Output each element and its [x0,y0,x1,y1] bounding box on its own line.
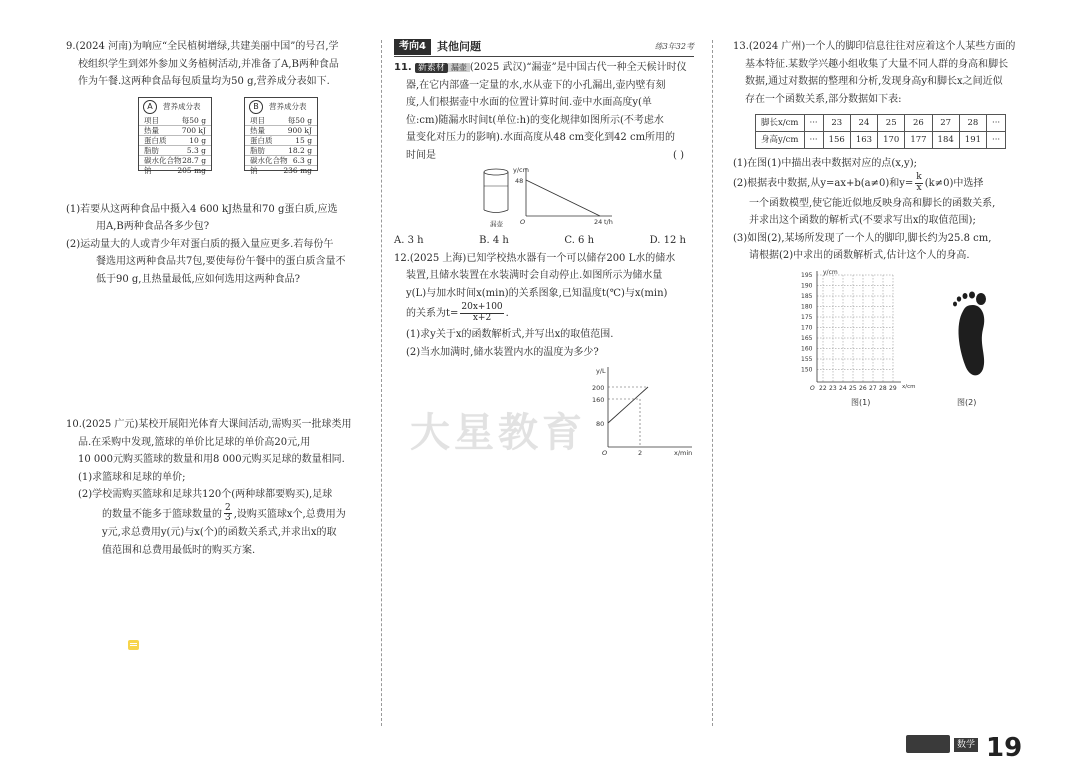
y-tick: 160 [592,396,605,405]
origin-label: O [520,218,526,227]
x-tick: 23 [829,384,837,392]
table-a-cell: 700 kJ [181,125,206,135]
table-a-cell: 205 mg [177,165,206,175]
y-tick: 175 [801,313,813,321]
y-tick-labels [801,272,813,374]
grid [817,275,893,382]
q13-line: 基本特征.某数学兴趣小组收集了大量不同人群的身高和脚长 [745,58,1009,70]
q12-text: . [505,308,509,320]
q10-line: y元,求总费用y(元)与x(个)的函数关系式,并求出x的取 [102,527,337,539]
vessel-icon [484,169,508,213]
question-10 [66,416,374,559]
new-material-badge: 新素材 [415,63,448,73]
q9-part2: (2)运动量大的人或青少年对蛋白质的摄入量应更多.若每份午 [66,238,334,250]
q13-part2 [733,173,1023,195]
q10-line: 值范围和总费用最低时的购买方案. [102,544,256,556]
q10-line [66,504,374,525]
section-note: 练3年32考 [654,42,694,51]
q10-line: (1)求篮球和足球的单价; [78,471,186,483]
table-b-cell: 碳水化合物 [250,155,288,165]
section-tag: 考向4 [394,39,431,55]
q10-line: 10 000元购买篮球的数量和用8 000元购买足球的数量相同. [78,454,345,465]
q11-text: (2025 武汉)“漏壶”是中国古代一种全天候计时仪 [469,62,687,73]
table-a-cell: 脂肪 [144,145,159,155]
choice-a[interactable]: A. 3 h [394,235,424,247]
table-cell: 26 [905,115,932,132]
table-cell: ··· [987,132,1006,149]
y-tick: 200 [592,384,605,393]
table-b-title: 营养成分表 [269,102,307,111]
row-header: 脚长x/cm [756,115,805,132]
figure-2-caption: 图(2) [957,397,977,407]
watermark: 大星教育 [410,410,586,456]
x-tick: 25 [849,384,857,392]
q12-line [394,302,694,326]
table-a-cell: 碳水化合物 [144,155,182,165]
footprint-figure [943,265,1003,413]
page-number: 19 [986,733,1023,763]
x-tick-labels [819,385,897,392]
q12-line: 12.(2025 上海)已知学校热水器有一个可以储存200 L水的储水 [394,252,676,264]
water-line [526,180,600,216]
table-cell: 163 [850,132,877,149]
table-b-cell: 15 g [295,135,312,145]
q10-line: (2)学校需购买篮球和足球共120个(两种球都要购买),足球 [78,489,333,500]
x-axis-label: t/h [604,218,613,227]
q10-text: ,设购买篮球x个,总费用为 [233,508,346,520]
table-a-head: 项目 [144,115,159,125]
table-b-cell: 236 mg [283,165,312,175]
x-tick: 27 [869,384,877,392]
frac-num: 20x+100 [461,302,503,313]
q9-part1: (1)若要从这两种食品中摄入4 600 kJ热量和70 g蛋白质,应选 [66,203,338,215]
table-b-label: B [249,100,263,114]
q13-part3: (3)如图(2),某场所发现了一个人的脚印,脚长约为25.8 cm, [733,232,992,244]
choice-b[interactable]: B. 4 h [479,235,509,247]
table-b-cell: 脂肪 [250,145,265,155]
q11-figure [394,164,694,232]
y-tick: 150 [801,366,813,373]
y-axis-label: y/L [596,367,606,376]
table-cell: 170 [878,132,905,149]
table-a-cell: 热量 [144,125,159,135]
q11-line: 器,在它内部盛一定量的水,水从壶下的小孔漏出,壶内壁有刻 [406,79,666,91]
table-b-cell: 900 kJ [287,125,312,135]
table-a-cell: 5.3 g [186,145,206,155]
x-axis-label: x/cm [902,383,916,390]
q13-data-table [755,114,1006,149]
subject-label: 数学 [954,738,978,752]
answer-space [66,288,374,416]
figure-1-caption: 图(1) [851,397,871,407]
q13-text: (2)根据表中数据,从y=ax+b(a≠0)和y= [733,177,914,189]
x-tick: 29 [889,384,897,392]
note-icon[interactable] [128,640,139,650]
q11-line [394,59,694,77]
q13-figures [733,265,1023,413]
q11-line: 位:cm)随漏水时间t(单位:h)的变化规律如图所示(不考虑水 [406,114,664,126]
table-a-cell: 蛋白质 [144,135,167,145]
table-cell: ··· [987,115,1006,132]
table-cell: 177 [905,132,932,149]
table-cell: 23 [823,115,850,132]
publisher-logo [906,735,950,753]
q13-part1: (1)在图(1)中描出表中数据对应的点(x,y); [733,158,917,169]
frac-den: 3 [225,513,231,524]
origin-label: O [810,384,815,392]
x-tick: 22 [819,384,827,392]
frac-num: k [916,171,922,182]
y-tick: 165 [801,334,813,342]
q9-line: 校组织学生到郊外参加义务植树活动,并准备了A,B两种食品 [78,58,339,70]
answer-paren: ( ) [673,149,684,161]
table-b-cell: 6.3 g [292,155,312,165]
q10-text: 的数量不能多于篮球数量的 [102,508,222,520]
frac-den: x [916,182,922,193]
q13-part3: 请根据(2)中求出的函数解析式,估计这个人的身高. [749,250,970,261]
y-tick: 190 [801,282,813,289]
q9-part2: 餐选用这两种食品共7包,要使每份午餐中的蛋白质含量不 [96,256,346,267]
table-cell: 191 [959,132,986,149]
choice-d[interactable]: D. 12 h [649,235,686,247]
table-b-head: 项目 [250,115,265,125]
q12-line: y(L)与加水时间x(min)的关系图象,已知温度t(℃)与x(min) [406,287,668,299]
table-a-head: 每50 g [181,115,206,125]
column-left [66,38,374,559]
storage-line [608,387,648,423]
table-row [756,132,1006,149]
q11-number: 11. [394,62,412,73]
x-tick: 2 [638,449,643,458]
q9-line: 作为午餐.这两种食品每包质量均为50 g,营养成分表如下. [78,76,330,87]
q11-line: 量变化对压力的影响).水面高度从48 cm变化到42 cm所用的 [406,132,676,144]
q13-part2: 一个函数模型,使它能近似地反映身高和脚长的函数关系, [749,197,996,209]
question-11 [394,59,694,250]
table-b-cell: 钠 [250,165,258,175]
origin-label: O [602,449,608,458]
q10-line: 10.(2025 广元)某校开展阳光体育大课间活动,需购买一批球类用 [66,419,352,430]
table-b-cell: 蛋白质 [250,135,273,145]
q9-part1: 用A,B两种食品各多少包? [96,221,210,232]
y-tick: 48 [515,177,524,186]
q11-line: 度,人们根据壶中水面的位置计算时间.壶中水面高度y(单 [406,97,652,109]
q13-line: 存在一个函数关系,部分数据如下表: [745,93,902,105]
table-a-cell: 钠 [144,165,152,175]
y-axis-label: y/cm [513,166,529,175]
y-tick: 80 [596,420,605,429]
y-axis-label: y/cm [823,268,838,276]
fraction [915,173,922,194]
y-tick: 180 [801,303,813,310]
y-tick: 155 [801,355,813,363]
x-tick: 24 [839,384,847,392]
vessel-label: 漏壶 [490,220,503,229]
table-cell: ··· [804,132,823,149]
frac-den: x+2 [472,313,492,324]
table-a-title: 营养成分表 [163,102,201,111]
row-header: 身高y/cm [756,132,805,149]
question-13 [733,38,1023,413]
table-a-cell: 10 g [189,135,206,145]
q9-line: 9.(2024 河南)为响应“全民植树增绿,共建美丽中国”的号召,学 [66,41,339,52]
q10-line: 品.在采购中发现,篮球的单价比足球的单价高20元,用 [78,436,311,448]
table-a-label: A [143,100,157,114]
x-tick: 26 [859,384,867,392]
q13-line: 13.(2024 广州)一个人的脚印信息往往对应着这个人某些方面的 [733,41,1016,52]
table-cell: 28 [959,115,986,132]
column-divider [381,40,382,726]
table-a-cell: 28.7 g [182,155,206,165]
q13-part2: 并求出这个函数的解析式(不要求写出x的取值范围); [749,215,976,226]
q12-line: 装置,且储水装置在水装满时会自动停止.如图所示为储水量 [406,270,663,282]
q13-text: (k≠0)中选择 [924,177,984,189]
table-cell: 25 [878,115,905,132]
q12-part1: (1)求y关于x的函数解析式,并写出x的取值范围. [406,329,614,341]
x-tick: 28 [879,384,887,392]
table-cell: 184 [932,132,959,149]
q12-part2: (2)当水加满时,储水装置内水的温度为多少? [406,346,599,358]
nutrition-tables [66,91,374,201]
section-header [394,38,694,57]
column-middle [394,38,694,459]
y-tick: 195 [801,271,813,279]
question-9 [66,38,374,288]
fraction [224,504,232,525]
column-right [733,38,1023,413]
x-axis-label: x/min [674,449,693,458]
q13-line: 数据,通过对数据的整理和分析,发现身高y和脚长x之间近似 [745,76,1003,87]
y-tick: 185 [801,292,813,300]
q11-line [394,147,694,165]
topic-badge: 漏壶 [448,63,470,72]
nutrition-table-b [244,97,318,175]
q11-choices [394,232,694,250]
table-b-cell: 热量 [250,125,265,135]
table-b-cell: 18.2 g [288,145,312,155]
section-title: 其他问题 [436,40,481,54]
choice-c[interactable]: C. 6 h [564,235,595,247]
footprint-icon [953,291,986,375]
fraction [460,303,503,324]
column-divider [712,40,713,726]
table-cell: 27 [932,115,959,132]
x-tick: 24 [594,218,603,227]
table-b-head: 每50 g [287,115,312,125]
q12-text: 的关系为t= [406,308,459,320]
y-tick: 170 [801,324,813,331]
table-cell: 24 [850,115,877,132]
table-cell: 156 [823,132,850,149]
frac-num: 2 [225,502,231,513]
table-cell: ··· [804,115,823,132]
q9-part2: 低于90 g,且热量最低,应如何选用这两种食品? [96,273,301,285]
q11-text: 时间是 [406,149,436,161]
table-row [756,115,1006,132]
y-tick: 160 [801,345,813,352]
nutrition-table-a [138,97,212,175]
